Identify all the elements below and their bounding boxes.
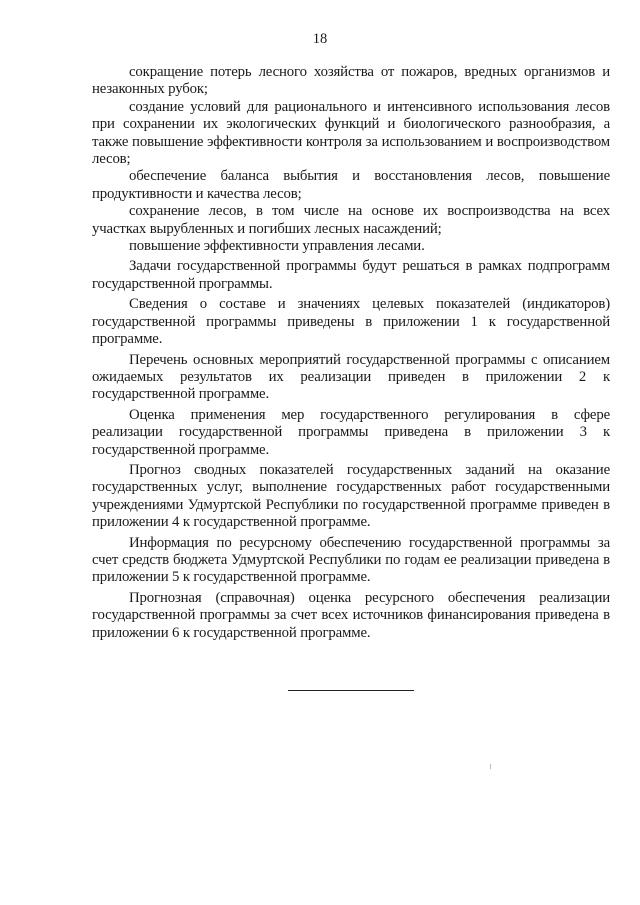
paragraph-state-assignments: Прогноз сводных показателей государственных заданий на оказание государственных услуг, выполнение государственных работ государственными учреждениями Удмуртской Республики по государственной программе приведен в приложении 4 к государственной программе.: [92, 461, 610, 531]
paragraph-regulation-measures: Оценка применения мер государственного регулирования в сфере реализации государственной программы приведена в приложении 3 к государственной программе.: [92, 406, 610, 458]
page-number: 18: [312, 31, 328, 47]
paragraph-reduce-forest-losses: сокращение потерь лесного хозяйства от пожаров, вредных организмов и незаконных рубок;: [92, 64, 610, 98]
paragraph-budget-resources: Информация по ресурсному обеспечению государственной программы за счет средств бюджета Удмуртской Республики по годам ее реализации приведена в приложении 5 к государственной программе.: [92, 534, 610, 586]
document-body: [92, 64, 610, 642]
paragraph-forest-balance: обеспечение баланса выбытия и восстановления лесов, повышение продуктивности и качества лесов;: [92, 168, 610, 202]
paragraph-forecast-funding: Прогнозная (справочная) оценка ресурсного обеспечения реализации государственной программы за счет всех источников финансирования приведена в приложении 6 к государственной программе.: [92, 589, 610, 641]
scan-speck: [490, 764, 491, 769]
paragraph-forest-management: повышение эффективности управления лесами.: [129, 238, 425, 255]
paragraph-main-activities: Перечень основных мероприятий государственной программы с описанием ожидаемых результатов их реализации приведен в приложении 2 к государственной программе.: [92, 351, 610, 403]
paragraph-program-tasks: Задачи государственной программы будут решаться в рамках подпрограмм государственной программы.: [92, 258, 610, 292]
paragraph-forest-preservation: сохранение лесов, в том числе на основе их воспроизводства на всех участках вырубленных и погибших лесных насаждений;: [92, 203, 610, 237]
paragraph-rational-forest-use: создание условий для рационального и интенсивного использования лесов при сохранении их экологических функций и биологического разнообразия, а также повышение эффективности контроля за использованием и воспроизводством лесов;: [92, 98, 610, 168]
paragraph-target-indicators: Сведения о составе и значениях целевых показателей (индикаторов) государственной программы приведены в приложении 1 к государственной программе.: [92, 296, 610, 348]
end-of-text-rule: [288, 690, 414, 691]
